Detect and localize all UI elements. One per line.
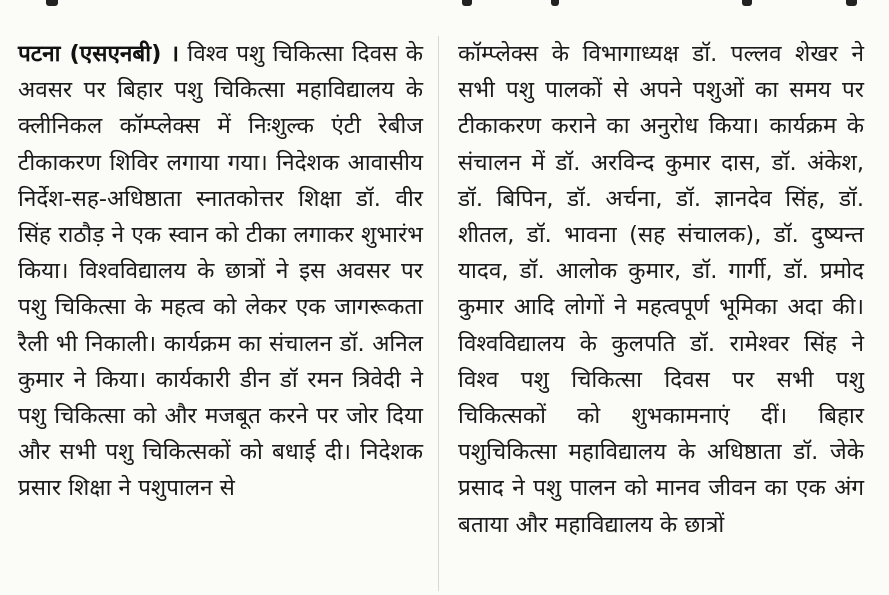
column-divider bbox=[438, 36, 439, 591]
left-column-text: विश्व पशु चिकित्सा दिवस के अवसर पर बिहार पशु चिकित्सा महाविद्यालय के क्लीनिकल कॉम्प्लेक्स में निःशुल्क एंटी रेबीज टीकाकरण शिविर लगाया गया। निदेशक आवासीय निर्देश-सह-अधिष्ठाता स्नातकोत्तर शिक्षा डॉ. वीर सिंह राठौड़ ने एक स्वान को टीका लगाकर शुभारंभ किया। विश्वविद्यालय के छात्रों ने इस अवसर पर पशु चिकित्सा के महत्व को लेकर एक जागरूकता रैली भी निकाली। कार्यक्रम का संचालन डॉ. अनिल कुमार ने किया। कार्यकारी डीन डॉ रमन त्रिवेदी ने पशु चिकित्सा को और मजबूत करने पर जोर दिया और सभी पशु चिकित्सकों को बधाई दी। निदेशक प्रसार शिक्षा ने पशुपालन से bbox=[18, 41, 424, 502]
right-column-text: कॉम्प्लेक्स के विभागाध्यक्ष डॉ. पल्लव शेखर ने सभी पशु पालकों से अपने पशुओं का समय पर टीकाकरण कराने का अनुरोध किया। कार्यक्रम के संचालन में डॉ. अरविन्द कुमार दास, डॉ. अंकेश, डॉ. बिपिन, डॉ. अर्चना, डॉ. ज्ञानदेव सिंह, डॉ. शीतल, डॉ. भावना (सह संचालक), डॉ. दुष्यन्त यादव, डॉ. आलोक कुमार, डॉ. गार्गी, डॉ. प्रमोद कुमार आदि लोगों ने महत्वपूर्ण भूमिका अदा की। विश्वविद्यालय के कुलपति डॉ. रामेश्वर सिंह ने विश्व पशु चिकित्सा दिवस पर सभी पशु चिकित्सकों को शुभकामनाएं दीं। बिहार पशुचिकित्सा महाविद्यालय के अधिष्ठाता डॉ. जेके प्रसाद ने पशु पालन को मानव जीवन का एक अंग बताया और महाविद्यालय के छात्रों bbox=[458, 41, 864, 538]
cropped-previous-line bbox=[0, 0, 889, 8]
article-column-left bbox=[18, 36, 423, 507]
dateline: पटना (एसएनबी) । bbox=[18, 41, 179, 67]
article-column-right bbox=[458, 36, 864, 543]
